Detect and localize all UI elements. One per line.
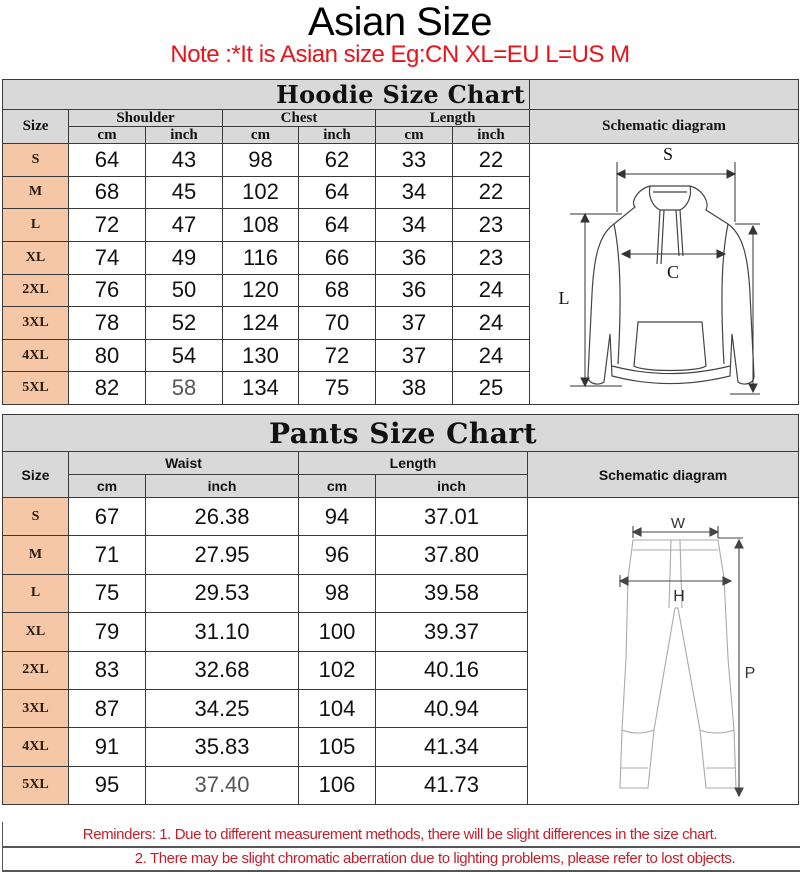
measurement-cell: 94 — [299, 498, 376, 536]
svg-text:S: S — [662, 144, 674, 164]
measurement-cell: 24 — [453, 307, 530, 340]
size-cell: 2XL — [3, 651, 69, 689]
measurement-cell: 106 — [299, 766, 376, 804]
schematic-diagram-header: Schematic diagram — [530, 110, 799, 144]
shoulder-header: Shoulder — [69, 110, 223, 127]
measurement-cell: 34 — [376, 176, 453, 209]
measurement-cell: 40.16 — [376, 651, 528, 689]
measurement-cell: 37.40 — [146, 766, 299, 804]
measurement-cell: 33 — [376, 144, 453, 177]
size-cell: 5XL — [3, 766, 69, 804]
measurement-cell: 52 — [146, 307, 223, 340]
measurement-cell: 24 — [453, 274, 530, 307]
measurement-cell: 70 — [299, 307, 376, 340]
measurement-cell: 35.83 — [146, 728, 299, 766]
reminder-bottom-border — [2, 870, 800, 872]
page-title: Asian Size — [308, 0, 492, 44]
schematic-diagram-cell — [528, 498, 799, 805]
measurement-cell: 38 — [376, 372, 453, 405]
measurement-cell: 37 — [376, 307, 453, 340]
measurement-cell: 45 — [146, 176, 223, 209]
measurement-cell: 58 — [146, 372, 223, 405]
measurement-cell: 24 — [453, 339, 530, 372]
pants-schematic-icon — [528, 498, 799, 798]
length-header: Length — [299, 452, 528, 475]
unit-header: cm — [69, 127, 146, 144]
length-header: Length — [376, 110, 530, 127]
hoodie-chart-title: Hoodie Size Chart — [3, 80, 530, 110]
pants-size-table — [2, 414, 799, 805]
unit-header: inch — [146, 127, 223, 144]
size-cell: 4XL — [3, 339, 69, 372]
svg-text:H: H — [673, 588, 685, 605]
measurement-cell: 39.37 — [376, 613, 528, 651]
measurement-cell: 37 — [376, 339, 453, 372]
size-cell: XL — [3, 613, 69, 651]
measurement-cell: 43 — [146, 144, 223, 177]
measurement-cell: 32.68 — [146, 651, 299, 689]
measurement-cell: 54 — [146, 339, 223, 372]
measurement-cell: 134 — [223, 372, 299, 405]
unit-header: cm — [69, 475, 146, 498]
measurement-cell: 87 — [69, 689, 146, 727]
measurement-cell: 68 — [299, 274, 376, 307]
measurement-cell: 116 — [223, 241, 299, 274]
measurement-cell: 49 — [146, 241, 223, 274]
measurement-cell: 82 — [69, 372, 146, 405]
measurement-cell: 34.25 — [146, 689, 299, 727]
measurement-cell: 102 — [299, 651, 376, 689]
measurement-cell: 98 — [299, 574, 376, 612]
table-row — [3, 498, 799, 536]
size-cell: 2XL — [3, 274, 69, 307]
schematic-diagram-header: Schematic diagram — [528, 452, 799, 498]
size-cell: 4XL — [3, 728, 69, 766]
unit-header: cm — [376, 127, 453, 144]
size-cell: L — [3, 209, 69, 242]
size-cell: 3XL — [3, 307, 69, 340]
measurement-cell: 102 — [223, 176, 299, 209]
measurement-cell: 64 — [299, 176, 376, 209]
measurement-cell: 95 — [69, 766, 146, 804]
measurement-cell: 36 — [376, 241, 453, 274]
measurement-cell: 91 — [69, 728, 146, 766]
reminder-line-1: Reminders: 1. Due to different measurement methods, there will be slight differences in the size chart. — [82, 826, 718, 843]
measurement-cell: 64 — [69, 144, 146, 177]
measurement-cell: 34 — [376, 209, 453, 242]
measurement-cell: 29.53 — [146, 574, 299, 612]
unit-header: inch — [299, 127, 376, 144]
measurement-cell: 75 — [69, 574, 146, 612]
size-cell: M — [3, 176, 69, 209]
measurement-cell: 124 — [223, 307, 299, 340]
size-cell: L — [3, 574, 69, 612]
measurement-cell: 26.38 — [146, 498, 299, 536]
measurement-cell: 75 — [299, 372, 376, 405]
table-row — [3, 144, 799, 177]
hoodie-size-table — [2, 79, 799, 405]
measurement-cell: 62 — [299, 144, 376, 177]
measurement-cell: 31.10 — [146, 613, 299, 651]
measurement-cell: 76 — [69, 274, 146, 307]
measurement-cell: 68 — [69, 176, 146, 209]
measurement-cell: 80 — [69, 339, 146, 372]
measurement-cell: 47 — [146, 209, 223, 242]
svg-text:P: P — [744, 665, 756, 682]
hoodie-schematic-icon — [530, 144, 799, 398]
measurement-cell: 37.01 — [376, 498, 528, 536]
unit-header: inch — [146, 475, 299, 498]
measurement-cell: 78 — [69, 307, 146, 340]
measurement-cell: 120 — [223, 274, 299, 307]
svg-text:C: C — [666, 262, 680, 282]
asian-size-note: Note :*It is Asian size Eg:CN XL=EU L=US M — [170, 41, 630, 68]
measurement-cell: 39.58 — [376, 574, 528, 612]
size-cell: XL — [3, 241, 69, 274]
size-cell: 5XL — [3, 372, 69, 405]
size-cell: S — [3, 498, 69, 536]
measurement-cell: 23 — [453, 209, 530, 242]
measurement-cell: 40.94 — [376, 689, 528, 727]
unit-header: inch — [376, 475, 528, 498]
size-cell: S — [3, 144, 69, 177]
measurement-cell: 100 — [299, 613, 376, 651]
measurement-cell: 67 — [69, 498, 146, 536]
measurement-cell: 72 — [299, 339, 376, 372]
measurement-cell: 50 — [146, 274, 223, 307]
size-cell: 3XL — [3, 689, 69, 727]
measurement-cell: 104 — [299, 689, 376, 727]
measurement-cell: 25 — [453, 372, 530, 405]
unit-header: cm — [299, 475, 376, 498]
measurement-cell: 98 — [223, 144, 299, 177]
measurement-cell: 71 — [69, 536, 146, 574]
size-column-header: Size — [3, 452, 69, 498]
measurement-cell: 105 — [299, 728, 376, 766]
measurement-cell: 83 — [69, 651, 146, 689]
measurement-cell: 130 — [223, 339, 299, 372]
measurement-cell: 23 — [453, 241, 530, 274]
measurement-cell: 64 — [299, 209, 376, 242]
reminder-divider — [2, 846, 800, 848]
measurement-cell: 22 — [453, 176, 530, 209]
title-filler — [530, 80, 799, 110]
measurement-cell: 72 — [69, 209, 146, 242]
measurement-cell: 108 — [223, 209, 299, 242]
schematic-diagram-cell — [530, 144, 799, 405]
measurement-cell: 37.80 — [376, 536, 528, 574]
unit-header: inch — [453, 127, 530, 144]
measurement-cell: 79 — [69, 613, 146, 651]
measurement-cell: 41.34 — [376, 728, 528, 766]
measurement-cell: 96 — [299, 536, 376, 574]
measurement-cell: 41.73 — [376, 766, 528, 804]
measurement-cell: 74 — [69, 241, 146, 274]
measurement-cell: 27.95 — [146, 536, 299, 574]
unit-header: cm — [223, 127, 299, 144]
size-cell: M — [3, 536, 69, 574]
measurement-cell: 22 — [453, 144, 530, 177]
reminder-line-2: 2. There may be slight chromatic aberration due to lighting problems, please refer to lost objects. — [134, 850, 736, 867]
pants-chart-title: Pants Size Chart — [3, 415, 799, 452]
measurement-cell: 36 — [376, 274, 453, 307]
svg-text:W: W — [670, 515, 686, 532]
waist-header: Waist — [69, 452, 299, 475]
size-column-header: Size — [3, 110, 69, 144]
chest-header: Chest — [223, 110, 376, 127]
measurement-cell: 66 — [299, 241, 376, 274]
svg-text:L: L — [558, 288, 570, 308]
